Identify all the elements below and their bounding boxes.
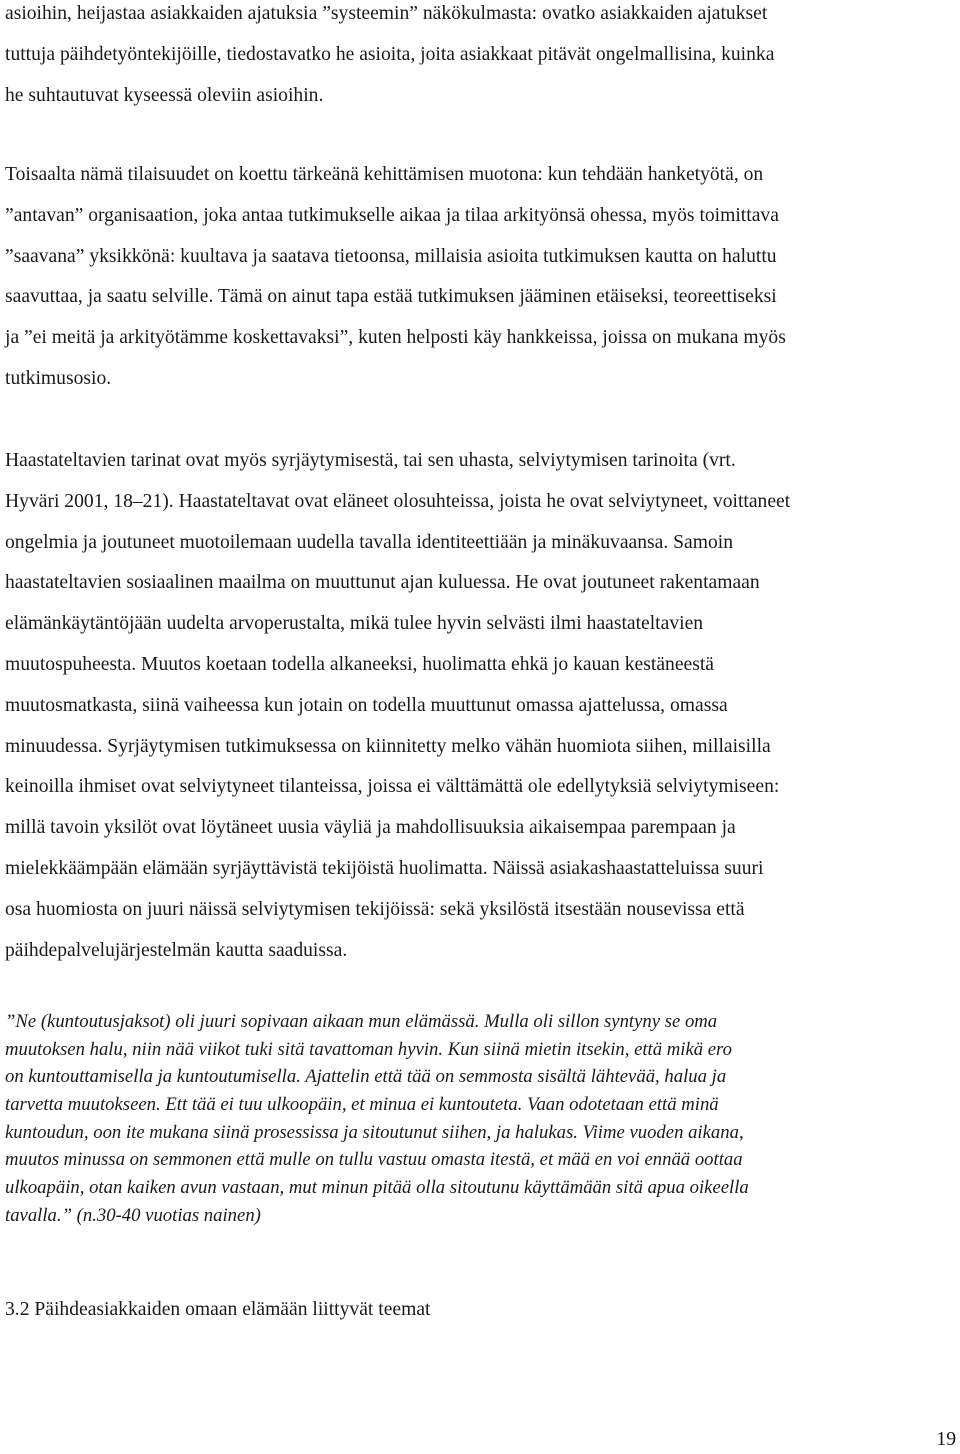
quote-line: muutos minussa on semmonen että mulle on tullu vastuu omasta itestä, et mää en voi ennää oottaa: [5, 1149, 743, 1171]
page-number: 19: [936, 1429, 956, 1450]
interview-quote: [5, 1008, 957, 1230]
paragraph-line: asioihin, heijastaa asiakkaiden ajatuksia ”systeemin” näkökulmasta: ovatko asiakkaiden ajatukset: [5, 3, 768, 24]
quote-line: muutoksen halu, niin nää viikot tuki sitä tavattoman hyvin. Kun siinä mietin itsekin, että mikä ero: [5, 1038, 732, 1060]
paragraph-line: millä tavoin yksilöt ovat löytäneet uusia väyliä ja mahdollisuuksia aikaisempaa parempaan ja: [5, 817, 736, 839]
paragraph-line: tuttuja päihdetyöntekijöille, tiedostavatko he asioita, joita asiakkaat pitävät ongelmallisina, kuinka: [5, 43, 775, 65]
quote-line: ”Ne (kuntoutusjaksot) oli juuri sopivaan aikaan mun elämässä. Mulla oli sillon syntyny se oma: [5, 1011, 718, 1032]
paragraph-line: ongelmia ja joutuneet muotoilemaan uudella tavalla identiteettiään ja minäkuvaansa. Samoin: [5, 531, 734, 553]
quote-line: ulkoapäin, otan kaiken avun vastaan, mut minun pitää olla sitoutunu käyttämään sitä apua oikeella: [5, 1177, 749, 1199]
paragraph-line: he suhtautuvat kyseessä oleviin asioihin.: [5, 84, 324, 106]
paragraph-line: keinoilla ihmiset ovat selviytyneet tilanteissa, joissa ei välttämättä ole edellytyksiä selviytymiseen:: [5, 776, 780, 798]
paragraph-2: [5, 155, 957, 400]
quote-line: tavalla.” (n.30-40 vuotias nainen): [5, 1204, 261, 1226]
paragraph-line: ”antavan” organisaation, joka antaa tutkimukselle aikaa ja tilaa arkityönsä ohessa, myös toimittava: [5, 204, 779, 226]
paragraph-line: saavuttaa, ja saatu selville. Tämä on ainut tapa estää tutkimuksen jääminen etäiseksi, teoreettiseksi: [5, 286, 777, 308]
quote-line: kuntoudun, oon ite mukana siinä prosessissa ja sitoutunut siihen, ja halukas. Viime vuoden aikana,: [5, 1121, 744, 1143]
paragraph-line: Haastateltavien tarinat ovat myös syrjäytymisestä, tai sen uhasta, selviytymisen tarinoita (vrt.: [5, 450, 736, 471]
paragraph-line: päihdepalvelujärjestelmän kautta saaduissa.: [5, 939, 348, 961]
paragraph-line: Toisaalta nämä tilaisuudet on koettu tärkeänä kehittämisen muotona: kun tehdään hanketyötä, on: [5, 164, 764, 185]
paragraph-line: osa huomiosta on juuri näissä selviytymisen tekijöissä: sekä yksilöstä itsestään nousevissa että: [5, 898, 745, 920]
paragraph-line: muutosmatkasta, siinä vaiheessa kun jotain on todella muuttunut omassa ajattelussa, omassa: [5, 694, 728, 716]
paragraph-1: [5, 0, 957, 116]
section-heading: 3.2 Päihdeasiakkaiden omaan elämään liittyvät teemat: [5, 1299, 431, 1320]
paragraph-line: elämänkäytäntöjään uudelta arvoperustalta, mikä tulee hyvin selvästi ilmi haastateltavien: [5, 613, 704, 635]
paragraph-line: mielekkäämpään elämään syrjäyttävistä tekijöistä huolimatta. Näissä asiakashaastatteluissa suuri: [5, 857, 764, 879]
paragraph-line: tutkimusosio.: [5, 367, 112, 389]
paragraph-line: haastateltavien sosiaalinen maailma on muuttunut ajan kuluessa. He ovat joutuneet rakentamaan: [5, 572, 760, 594]
paragraph-line: muutospuheesta. Muutos koetaan todella alkaneeksi, huolimatta ehkä jo kauan kestäneestä: [5, 653, 714, 675]
quote-line: tarvetta muutokseen. Ett tää ei tuu ulkoopäin, et minua ei kuntouteta. Vaan odotetaan että minä: [5, 1094, 719, 1116]
paragraph-line: minuudessa. Syrjäytymisen tutkimuksessa on kiinnitetty melko vähän huomiota siihen, millaisilla: [5, 735, 771, 757]
paragraph-3: [5, 441, 957, 971]
paragraph-line: ja ”ei meitä ja arkityötämme koskettavaksi”, kuten helposti käy hankkeissa, joissa on mukana myös: [5, 327, 786, 349]
quote-line: on kuntouttamisella ja kuntoutumisella. Ajattelin että tää on semmosta sisältä lähtevää, halua ja: [5, 1066, 727, 1088]
paragraph-line: Hyväri 2001, 18–21). Haastateltavat ovat eläneet olosuhteissa, joista he ovat selviytyneet, voittaneet: [5, 490, 791, 512]
paragraph-line: ”saavana” yksikkönä: kuultava ja saatava tietoonsa, millaisia asioita tutkimuksen kautta on haluttu: [5, 245, 777, 267]
